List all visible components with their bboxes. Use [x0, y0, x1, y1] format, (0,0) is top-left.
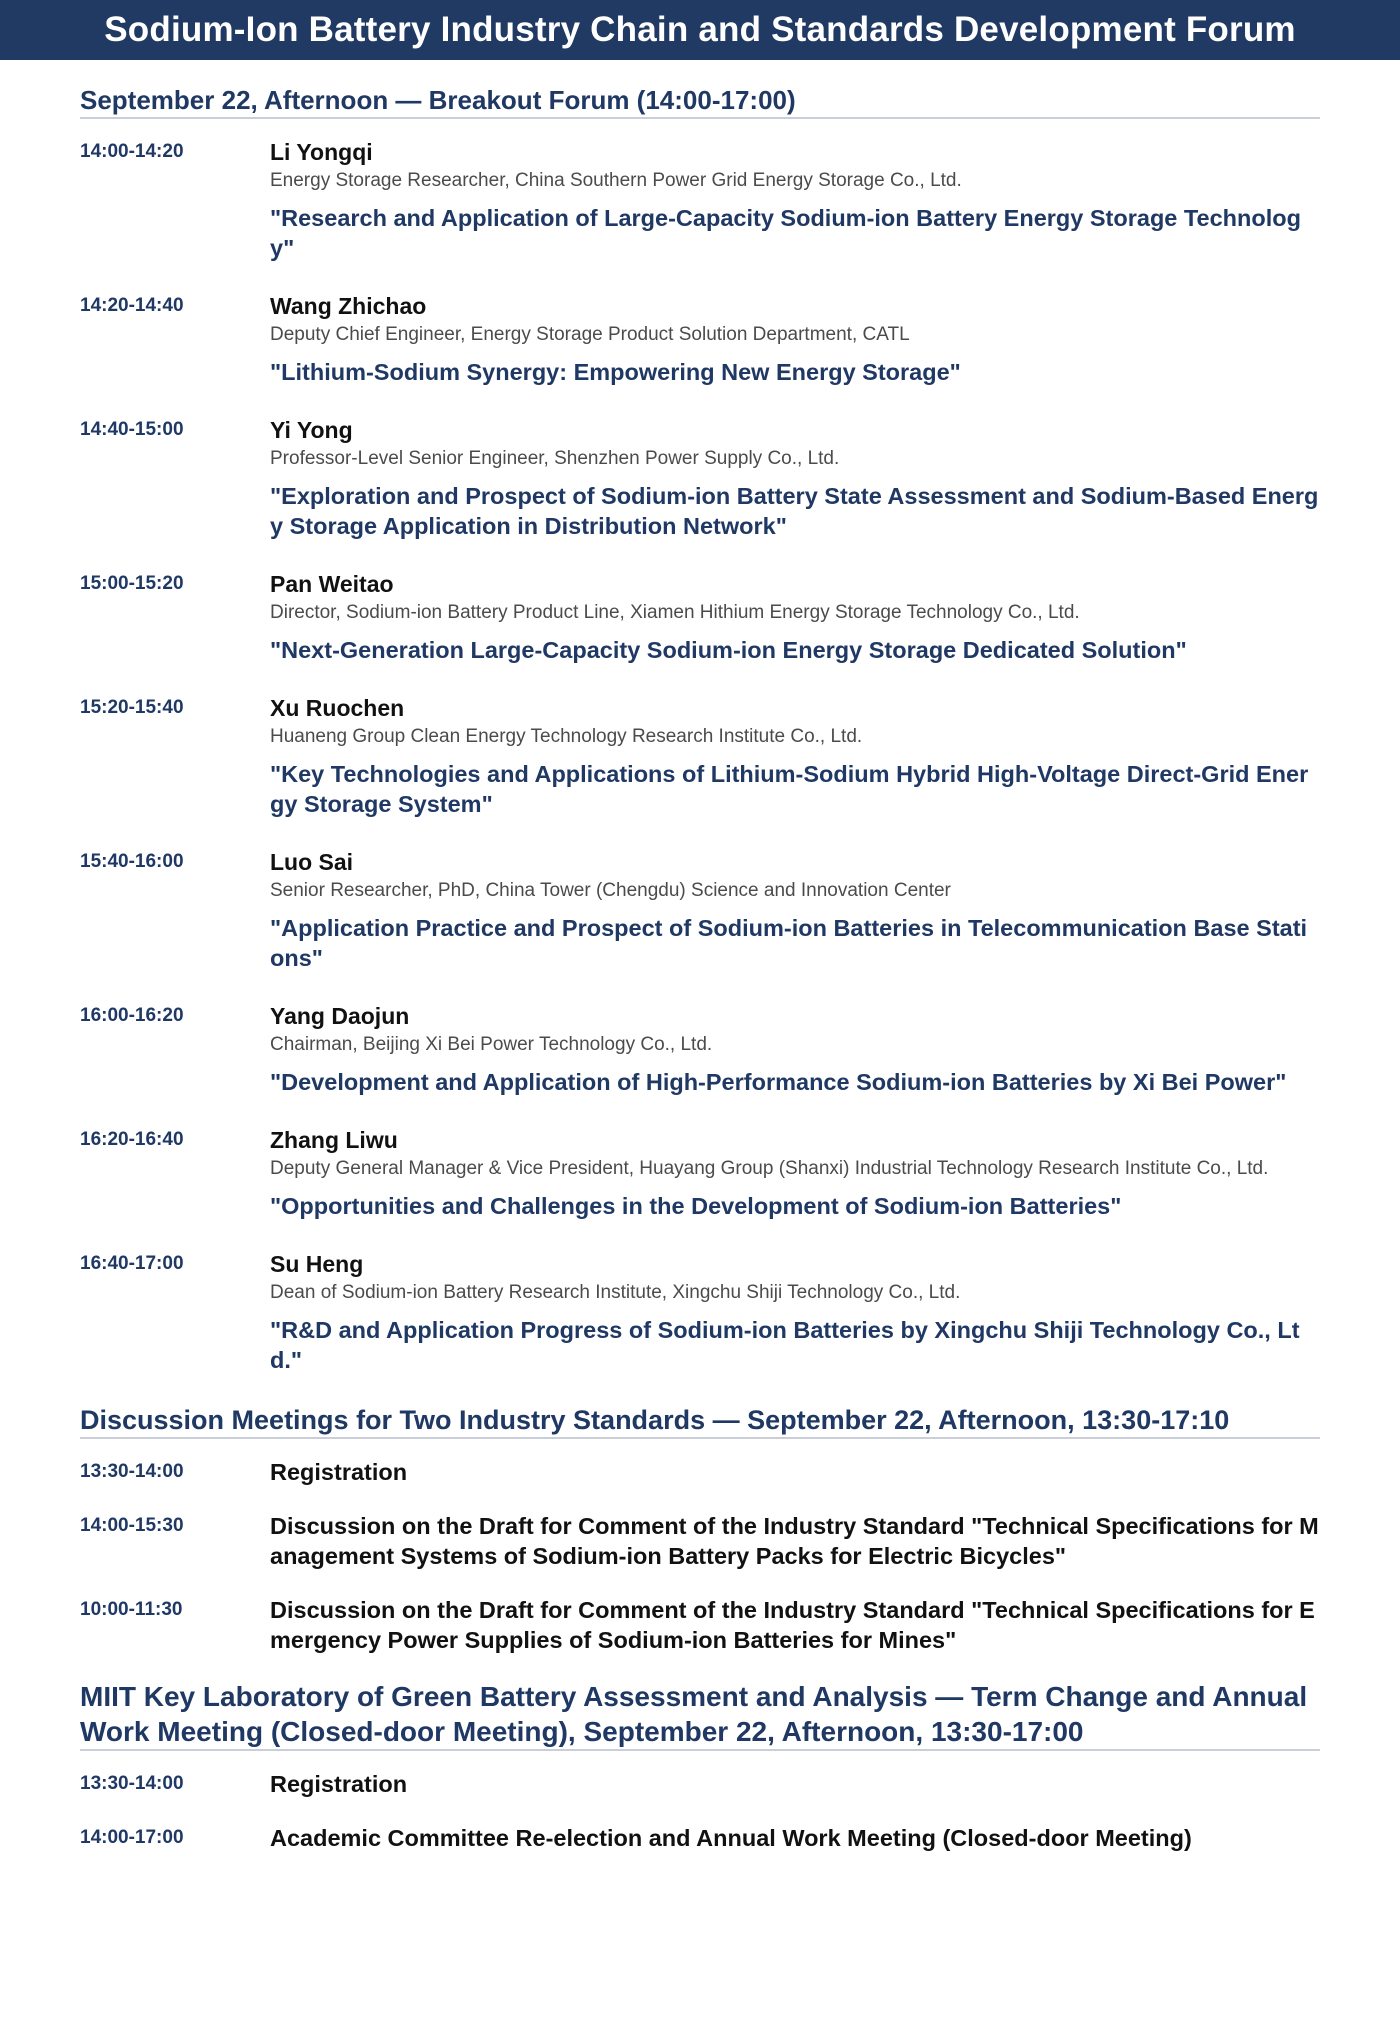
talk-topic: "Exploration and Prospect of Sodium-ion Battery State Assessment and Sodium-Based Energy Storage Application in Distribution Network" — [270, 483, 1319, 539]
speaker-affiliation: Energy Storage Researcher, China Southern Power Grid Energy Storage Co., Ltd. — [270, 170, 962, 191]
agenda-item — [80, 1511, 1320, 1571]
talk-detail — [270, 1249, 1320, 1375]
talk-topic: "Development and Application of High-Performance Sodium-ion Batteries by Xi Bei Power" — [270, 1069, 1287, 1095]
agenda-item — [80, 1595, 1320, 1655]
talk-detail — [270, 415, 1320, 541]
speaker-name: Luo Sai — [270, 849, 354, 875]
talk-item — [80, 693, 1320, 819]
agenda-text: Registration — [270, 1459, 408, 1485]
speaker-name: Su Heng — [270, 1251, 364, 1277]
talk-item — [80, 847, 1320, 973]
talk-item — [80, 569, 1320, 665]
talk-time: 14:20-14:40 — [80, 295, 184, 316]
speaker-name: Wang Zhichao — [270, 293, 427, 319]
talk-time: 15:20-15:40 — [80, 697, 184, 718]
speaker-name: Li Yongqi — [270, 139, 373, 165]
talk-detail — [270, 291, 1320, 387]
speaker-name: Yang Daojun — [270, 1003, 410, 1029]
talk-topic: "Research and Application of Large-Capacity Sodium-ion Battery Energy Storage Technology" — [270, 205, 1301, 261]
talk-time: 15:40-16:00 — [80, 851, 184, 872]
talk-detail — [270, 1001, 1320, 1097]
breakout-talk-list — [80, 119, 1320, 1375]
speaker-name: Zhang Liwu — [270, 1127, 398, 1153]
talk-topic: "Key Technologies and Applications of Lithium-Sodium Hybrid High-Voltage Direct-Grid Energy Storage System" — [270, 761, 1309, 817]
agenda-time: 14:00-17:00 — [80, 1827, 184, 1848]
talk-item — [80, 415, 1320, 541]
talk-item — [80, 1249, 1320, 1375]
speaker-affiliation: Director, Sodium-ion Battery Product Line, Xiamen Hithium Energy Storage Technology Co., Ltd. — [270, 602, 1080, 623]
talk-item — [80, 1125, 1320, 1221]
agenda-time: 13:30-14:00 — [80, 1461, 184, 1482]
agenda-text: Registration — [270, 1771, 408, 1797]
standards-section-heading: Discussion Meetings for Two Industry Standards — September 22, Afternoon, 13:30-17:10 — [80, 1403, 1320, 1439]
breakout-section-heading: September 22, Afternoon — Breakout Forum (14:00-17:00) — [80, 83, 1320, 119]
agenda-content — [80, 69, 1320, 1877]
agenda-text: Discussion on the Draft for Comment of the Industry Standard "Technical Specifications for Emergency Power Supplies of Sodium-ion Batteries for Mines" — [270, 1597, 1315, 1653]
speaker-affiliation: Chairman, Beijing Xi Bei Power Technology Co., Ltd. — [270, 1034, 713, 1055]
forum-title: Sodium-Ion Battery Industry Chain and Standards Development Forum — [104, 10, 1296, 49]
speaker-affiliation: Deputy Chief Engineer, Energy Storage Product Solution Department, CATL — [270, 324, 910, 345]
talk-item — [80, 1001, 1320, 1097]
standards-agenda-list — [80, 1439, 1320, 1655]
speaker-affiliation: Dean of Sodium-ion Battery Research Institute, Xingchu Shiji Technology Co., Ltd. — [270, 1282, 961, 1303]
talk-time: 16:40-17:00 — [80, 1253, 184, 1274]
talk-detail — [270, 137, 1320, 263]
speaker-name: Yi Yong — [270, 417, 353, 443]
speaker-name: Xu Ruochen — [270, 695, 405, 721]
agenda-time: 10:00-11:30 — [80, 1599, 183, 1620]
agenda-time: 14:00-15:30 — [80, 1515, 184, 1536]
agenda-time: 13:30-14:00 — [80, 1773, 184, 1794]
talk-item — [80, 291, 1320, 387]
talk-topic: "Next-Generation Large-Capacity Sodium-ion Energy Storage Dedicated Solution" — [270, 637, 1187, 663]
speaker-affiliation: Huaneng Group Clean Energy Technology Research Institute Co., Ltd. — [270, 726, 863, 747]
lab-agenda-list — [80, 1751, 1320, 1853]
talk-detail — [270, 569, 1320, 665]
talk-time: 14:40-15:00 — [80, 419, 184, 440]
speaker-affiliation: Professor-Level Senior Engineer, Shenzhen Power Supply Co., Ltd. — [270, 448, 840, 469]
lab-meeting-section-heading: MIIT Key Laboratory of Green Battery Assessment and Analysis — Term Change and Annual Work Meeting (Closed-door Meeting), September 22, Afternoon, 13:30-17:00 — [80, 1679, 1320, 1751]
talk-time: 15:00-15:20 — [80, 573, 184, 594]
talk-topic: "Opportunities and Challenges in the Development of Sodium-ion Batteries" — [270, 1193, 1122, 1219]
talk-time: 14:00-14:20 — [80, 141, 184, 162]
forum-title-banner — [0, 0, 1400, 69]
talk-item — [80, 137, 1320, 263]
talk-detail — [270, 1125, 1320, 1221]
talk-time: 16:20-16:40 — [80, 1129, 184, 1150]
talk-topic: "R&D and Application Progress of Sodium-ion Batteries by Xingchu Shiji Technology Co., Ltd." — [270, 1317, 1300, 1373]
agenda-item — [80, 1457, 1320, 1487]
agenda-item — [80, 1823, 1320, 1853]
agenda-text: Discussion on the Draft for Comment of the Industry Standard "Technical Specifications for Management Systems of Sodium-ion Battery Packs for Electric Bicycles" — [270, 1513, 1319, 1569]
talk-topic: "Lithium-Sodium Synergy: Empowering New Energy Storage" — [270, 359, 961, 385]
talk-detail — [270, 693, 1320, 819]
talk-detail — [270, 847, 1320, 973]
agenda-text: Academic Committee Re-election and Annual Work Meeting (Closed-door Meeting) — [270, 1825, 1192, 1851]
agenda-item — [80, 1769, 1320, 1799]
talk-topic: "Application Practice and Prospect of Sodium-ion Batteries in Telecommunication Base Stations" — [270, 915, 1308, 971]
speaker-name: Pan Weitao — [270, 571, 394, 597]
speaker-affiliation: Deputy General Manager & Vice President, Huayang Group (Shanxi) Industrial Technology Research Institute Co., Ltd. — [270, 1158, 1269, 1179]
talk-time: 16:00-16:20 — [80, 1005, 184, 1026]
speaker-affiliation: Senior Researcher, PhD, China Tower (Chengdu) Science and Innovation Center — [270, 880, 951, 901]
